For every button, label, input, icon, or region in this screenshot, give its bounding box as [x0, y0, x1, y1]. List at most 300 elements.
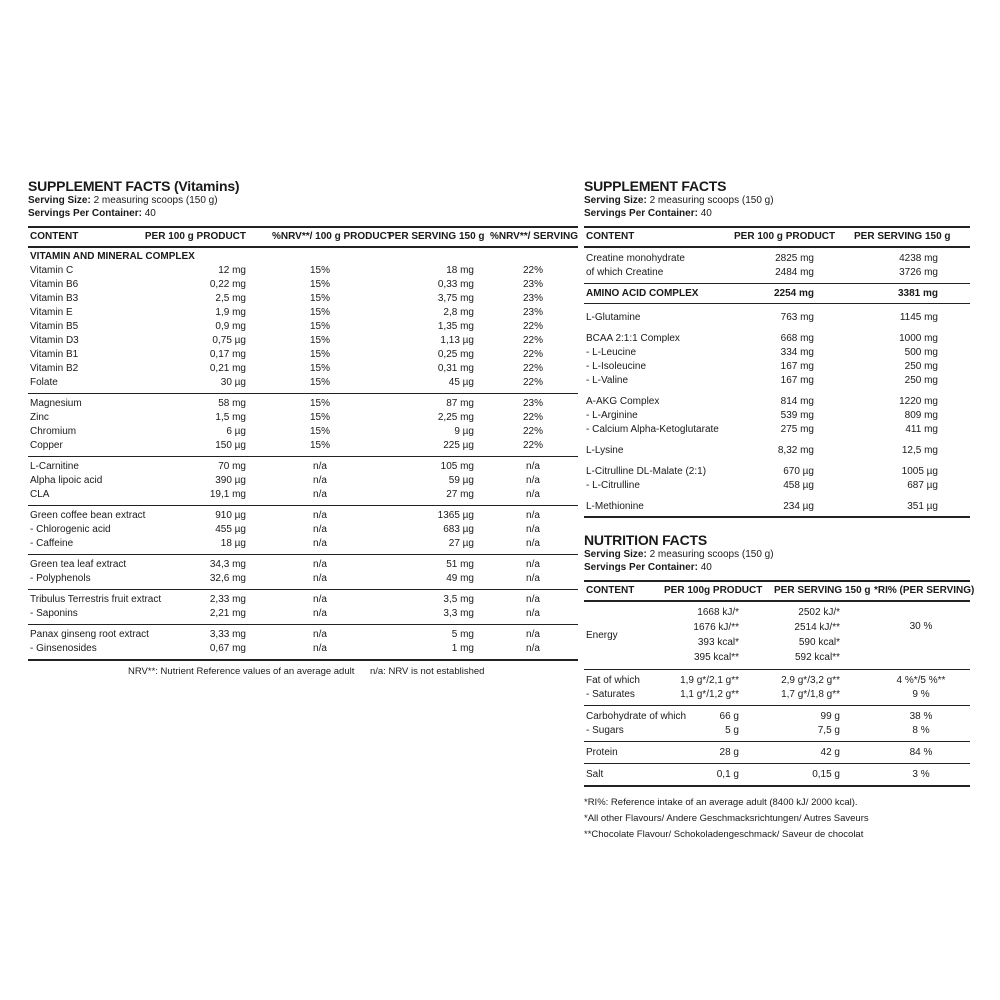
row-value: 2254 mg — [773, 288, 814, 299]
row-label: - Calcium Alpha-Ketoglutarate — [586, 424, 719, 435]
table-row — [584, 500, 970, 514]
row-value: 150 µg — [215, 440, 246, 451]
row-value: n/a — [313, 489, 327, 500]
energy-per-100g: 395 kcal** — [693, 652, 739, 663]
row-value: 3 % — [912, 769, 930, 780]
row-value: 8 % — [912, 725, 930, 736]
divider — [28, 554, 578, 555]
vitamins-footnotes — [28, 665, 578, 679]
table-row — [584, 465, 970, 479]
col-content: CONTENT — [586, 231, 635, 242]
row-value: 51 mg — [446, 559, 474, 570]
row-label: Green tea leaf extract — [30, 559, 127, 570]
table-row — [584, 346, 970, 360]
table-row — [28, 460, 578, 474]
divider — [584, 785, 970, 787]
row-value: 0,33 mg — [437, 279, 474, 290]
row-value: 2,33 mg — [209, 594, 246, 605]
servings-per-container: Servings Per Container: 40 — [584, 208, 712, 219]
row-label: - Ginsenosides — [30, 643, 97, 654]
table-row — [584, 768, 970, 782]
row-value: 809 mg — [904, 410, 938, 421]
row-value: 3726 mg — [899, 267, 938, 278]
row-value: 687 µg — [907, 480, 938, 491]
col-content: CONTENT — [30, 231, 79, 242]
row-value: 15% — [309, 279, 330, 290]
row-label: L-Glutamine — [586, 312, 641, 323]
row-value: 15% — [309, 293, 330, 304]
nutrition-note: *All other Flavours/ Andere Geschmacksrichtungen/ Autres Saveurs — [584, 813, 869, 824]
row-value: 455 µg — [215, 524, 246, 535]
divider — [28, 624, 578, 625]
row-value: 0,9 mg — [215, 321, 246, 332]
row-label: - Chlorogenic acid — [30, 524, 111, 535]
row-value: 683 µg — [443, 524, 474, 535]
divider — [584, 763, 970, 764]
table-row — [584, 674, 970, 688]
row-value: 1,35 mg — [437, 321, 474, 332]
row-value: 30 µg — [220, 377, 246, 388]
row-label: Zinc — [30, 412, 49, 423]
divider — [584, 705, 970, 706]
row-value: 8,32 mg — [777, 445, 814, 456]
row-value: n/a — [526, 489, 540, 500]
row-value: 225 µg — [443, 440, 474, 451]
row-value: n/a — [313, 538, 327, 549]
row-value: n/a — [526, 573, 540, 584]
row-value: 0,17 mg — [209, 349, 246, 360]
table-row — [28, 607, 578, 621]
row-value: 1 mg — [451, 643, 474, 654]
row-value: 5 mg — [451, 629, 474, 640]
table-row — [28, 320, 578, 334]
row-value: 22% — [522, 377, 543, 388]
row-value: 1,5 mg — [215, 412, 246, 423]
col-per-100g: PER 100 g PRODUCT — [144, 231, 246, 242]
row-value: 15% — [309, 426, 330, 437]
nutrition-note: **Chocolate Flavour/ Schokoladengeschmack/ Saveur de chocolat — [584, 829, 864, 840]
row-value: 84 % — [909, 747, 933, 758]
row-value: n/a — [526, 538, 540, 549]
row-label: - Sugars — [586, 725, 624, 736]
row-value: n/a — [313, 510, 327, 521]
row-value: 411 mg — [905, 424, 938, 435]
row-value: 32,6 mg — [209, 573, 246, 584]
row-value: 539 mg — [780, 410, 814, 421]
row-value: 1,1 g*/1,2 g** — [680, 689, 739, 700]
row-label: A-AKG Complex — [586, 396, 660, 407]
table-row — [28, 572, 578, 586]
row-value: 390 µg — [215, 475, 246, 486]
table-row — [28, 439, 578, 453]
divider — [584, 669, 970, 670]
row-value: 15% — [309, 363, 330, 374]
table-row — [584, 360, 970, 374]
energy-ri: 30 % — [909, 621, 933, 632]
row-value: 9 µg — [454, 426, 474, 437]
table-row — [28, 306, 578, 320]
divider — [584, 283, 970, 284]
row-label: - L-Valine — [586, 375, 629, 386]
row-value: 87 mg — [446, 398, 474, 409]
table-row — [584, 444, 970, 458]
row-value: 15% — [309, 307, 330, 318]
row-value: 1220 mg — [899, 396, 938, 407]
row-value: n/a — [313, 643, 327, 654]
row-value: 66 g — [719, 711, 739, 722]
table-row — [28, 509, 578, 523]
row-label: Magnesium — [30, 398, 82, 409]
row-value: 1000 mg — [899, 333, 938, 344]
row-label: CLA — [30, 489, 50, 500]
vitamins-title: SUPPLEMENT FACTS (Vitamins) — [28, 178, 240, 194]
row-value: 15% — [309, 377, 330, 388]
row-value: 23% — [522, 293, 543, 304]
table-row — [584, 252, 970, 266]
row-value: 0,67 mg — [209, 643, 246, 654]
col-per-serving: PER SERVING 150 g — [854, 231, 951, 242]
na-footnote: n/a: NRV is not established — [370, 666, 485, 677]
row-value: 2,21 mg — [209, 608, 246, 619]
row-label: - Saponins — [30, 608, 78, 619]
divider — [28, 246, 578, 248]
row-value: 99 g — [820, 711, 840, 722]
row-value: 1,9 g*/2,1 g** — [680, 675, 739, 686]
col-nrv-100g: %NRV**/ 100 g PRODUCT — [272, 231, 393, 242]
row-label: Protein — [586, 747, 618, 758]
nrv-footnote: NRV**: Nutrient Reference values of an average adult — [128, 666, 355, 677]
row-value: 15% — [309, 321, 330, 332]
row-value: 458 µg — [783, 480, 814, 491]
row-value: 23% — [522, 279, 543, 290]
row-label: - Polyphenols — [30, 573, 91, 584]
row-value: 3,75 mg — [437, 293, 474, 304]
row-label: of which Creatine — [586, 267, 664, 278]
row-label: AMINO ACID COMPLEX — [586, 288, 699, 299]
row-value: 7,5 g — [817, 725, 840, 736]
table-row — [28, 278, 578, 292]
row-label: Green coffee bean extract — [30, 510, 146, 521]
table-row — [28, 292, 578, 306]
divider — [28, 505, 578, 506]
row-value: 0,1 g — [716, 769, 739, 780]
col-per-100g: PER 100g PRODUCT — [664, 585, 763, 596]
row-value: 15% — [309, 398, 330, 409]
row-value: n/a — [313, 608, 327, 619]
table-header — [584, 230, 970, 244]
energy-per-100g: 1676 kJ/** — [693, 622, 739, 633]
row-value: 351 µg — [907, 501, 938, 512]
row-label: Carbohydrate of which — [586, 711, 687, 722]
table-row — [584, 332, 970, 346]
table-row — [584, 409, 970, 423]
row-value: 3,3 mg — [443, 608, 474, 619]
row-value: 12,5 mg — [901, 445, 938, 456]
row-label: Vitamin D3 — [30, 335, 79, 346]
divider — [584, 580, 970, 582]
row-value: 0,31 mg — [437, 363, 474, 374]
energy-per-100g: 393 kcal* — [697, 637, 739, 648]
table-row — [584, 423, 970, 437]
row-value: 22% — [522, 426, 543, 437]
servings-per-container: Servings Per Container: 40 — [584, 562, 712, 573]
divider — [584, 600, 970, 602]
row-label: L-Citrulline DL-Malate (2:1) — [586, 466, 707, 477]
energy-per-serving: 592 kcal** — [794, 652, 840, 663]
row-label: Vitamin C — [30, 265, 74, 276]
table-row — [584, 395, 970, 409]
serving-size: Serving Size: 2 measuring scoops (150 g) — [584, 549, 774, 560]
table-row — [584, 479, 970, 493]
row-value: 22% — [522, 412, 543, 423]
supplement-table — [584, 226, 970, 518]
row-value: n/a — [313, 629, 327, 640]
row-value: 668 mg — [780, 333, 814, 344]
row-value: 23% — [522, 307, 543, 318]
row-value: 2825 mg — [775, 253, 814, 264]
row-value: 500 mg — [904, 347, 938, 358]
row-label: L-Carnitine — [30, 461, 79, 472]
table-row — [28, 628, 578, 642]
table-row — [28, 334, 578, 348]
row-value: 22% — [522, 335, 543, 346]
row-value: n/a — [526, 629, 540, 640]
servings-per-container: Servings Per Container: 40 — [28, 208, 156, 219]
row-value: 34,3 mg — [209, 559, 246, 570]
row-label: - Saturates — [586, 689, 635, 700]
col-per-serving: PER SERVING 150 g — [774, 585, 871, 596]
table-row — [584, 311, 970, 325]
row-value: 12 mg — [218, 265, 246, 276]
row-value: n/a — [526, 594, 540, 605]
table-header — [584, 584, 975, 598]
row-value: 167 mg — [780, 361, 814, 372]
row-value: 15% — [309, 335, 330, 346]
vitamins-table — [28, 226, 578, 661]
row-label: - L-Citrulline — [586, 480, 640, 491]
row-label: - Caffeine — [30, 538, 74, 549]
row-value: 4 %*/5 %** — [896, 675, 946, 686]
table-row — [28, 348, 578, 362]
row-value: n/a — [526, 643, 540, 654]
row-label: - L-Isoleucine — [586, 361, 647, 372]
table-row — [584, 710, 970, 724]
divider — [28, 589, 578, 590]
table-row — [28, 488, 578, 502]
row-value: 15% — [309, 412, 330, 423]
row-value: 28 g — [719, 747, 739, 758]
row-value: 0,22 mg — [209, 279, 246, 290]
row-label: Vitamin E — [30, 307, 73, 318]
row-value: 6 µg — [226, 426, 246, 437]
divider — [28, 659, 578, 661]
row-label: Vitamin B5 — [30, 321, 79, 332]
table-row — [28, 397, 578, 411]
divider — [584, 246, 970, 248]
row-value: 167 mg — [780, 375, 814, 386]
table-row — [584, 374, 970, 388]
row-label: L-Lysine — [586, 445, 624, 456]
divider — [28, 226, 578, 228]
row-value: 49 mg — [446, 573, 474, 584]
row-value: n/a — [526, 608, 540, 619]
row-label: - L-Arginine — [586, 410, 638, 421]
row-label: - L-Leucine — [586, 347, 637, 358]
nutrition-notes — [584, 795, 970, 843]
energy-label: Energy — [586, 630, 618, 641]
row-label: Folate — [30, 377, 58, 388]
row-value: 814 mg — [780, 396, 814, 407]
nutrition-title: NUTRITION FACTS — [584, 532, 707, 548]
row-value: 275 mg — [780, 424, 814, 435]
row-value: 45 µg — [448, 377, 474, 388]
row-label: Fat of which — [586, 675, 640, 686]
col-per-serving: PER SERVING 150 g — [388, 231, 485, 242]
row-value: n/a — [313, 524, 327, 535]
row-value: 0,15 g — [812, 769, 840, 780]
row-label: Salt — [586, 769, 604, 780]
table-row — [28, 425, 578, 439]
supplement-title: SUPPLEMENT FACTS — [584, 178, 727, 194]
energy-per-100g: 1668 kJ/* — [697, 607, 739, 618]
energy-per-serving: 590 kcal* — [798, 637, 840, 648]
energy-block — [584, 606, 970, 666]
row-value: 2,25 mg — [437, 412, 474, 423]
table-row — [28, 593, 578, 607]
divider — [584, 303, 970, 304]
row-value: 15% — [309, 440, 330, 451]
row-value: 910 µg — [215, 510, 246, 521]
table-header — [28, 230, 578, 244]
row-label: Panax ginseng root extract — [30, 629, 149, 640]
row-label: BCAA 2:1:1 Complex — [586, 333, 680, 344]
row-value: 22% — [522, 440, 543, 451]
divider — [584, 226, 970, 228]
table-row — [28, 642, 578, 656]
row-value: 250 mg — [904, 361, 938, 372]
divider — [584, 516, 970, 518]
row-value: 42 g — [820, 747, 840, 758]
table-row — [28, 474, 578, 488]
table-row — [28, 362, 578, 376]
row-value: 0,75 µg — [212, 335, 246, 346]
row-label: Tribulus Terrestris fruit extract — [30, 594, 162, 605]
row-value: 19,1 mg — [209, 489, 246, 500]
supplement-facts-panel — [584, 178, 970, 518]
row-label: Chromium — [30, 426, 77, 437]
row-value: 2,5 mg — [215, 293, 246, 304]
row-value: 22% — [522, 265, 543, 276]
row-value: 234 µg — [783, 501, 814, 512]
row-value: 5 g — [725, 725, 739, 736]
serving-size: Serving Size: 2 measuring scoops (150 g) — [28, 195, 218, 206]
row-value: 0,21 mg — [209, 363, 246, 374]
row-value: 27 µg — [448, 538, 474, 549]
row-value: 2,9 g*/3,2 g** — [781, 675, 840, 686]
row-value: 22% — [522, 321, 543, 332]
table-row — [584, 287, 970, 301]
row-value: 15% — [309, 349, 330, 360]
row-value: 2,8 mg — [443, 307, 474, 318]
row-label: Creatine monohydrate — [586, 253, 685, 264]
col-per-100g: PER 100 g PRODUCT — [734, 231, 836, 242]
table-row — [28, 376, 578, 390]
section-title: VITAMIN AND MINERAL COMPLEX — [30, 251, 195, 262]
col-content: CONTENT — [586, 585, 635, 596]
row-label: L-Methionine — [586, 501, 644, 512]
row-value: 1,7 g*/1,8 g** — [781, 689, 840, 700]
row-value: 1,9 mg — [215, 307, 246, 318]
row-value: 15% — [309, 265, 330, 276]
table-row — [28, 523, 578, 537]
row-value: 59 µg — [448, 475, 474, 486]
row-label: Vitamin B1 — [30, 349, 79, 360]
row-value: 670 µg — [783, 466, 814, 477]
row-value: n/a — [313, 559, 327, 570]
row-value: 763 mg — [780, 312, 814, 323]
nutrition-facts-panel — [584, 532, 975, 843]
row-value: n/a — [526, 475, 540, 486]
row-value: 22% — [522, 363, 543, 374]
row-value: n/a — [313, 573, 327, 584]
table-row — [584, 724, 970, 738]
table-row — [584, 266, 970, 280]
energy-per-serving: 2514 kJ/** — [794, 622, 840, 633]
row-value: 3381 mg — [897, 288, 938, 299]
divider — [28, 393, 578, 394]
row-value: 250 mg — [904, 375, 938, 386]
row-label: Alpha lipoic acid — [30, 475, 103, 486]
row-value: 3,5 mg — [443, 594, 474, 605]
nutrition-table — [584, 580, 975, 787]
row-value: 334 mg — [780, 347, 814, 358]
row-value: n/a — [313, 461, 327, 472]
row-value: 18 mg — [446, 265, 474, 276]
row-value: 9 % — [912, 689, 930, 700]
row-value: 22% — [522, 349, 543, 360]
col-nrv-serving: %NRV**/ SERVING — [490, 231, 578, 242]
row-label: Vitamin B3 — [30, 293, 79, 304]
table-row — [28, 264, 578, 278]
row-label: Vitamin B2 — [30, 363, 79, 374]
row-value: 58 mg — [218, 398, 246, 409]
table-row — [28, 411, 578, 425]
row-value: 1,13 µg — [440, 335, 474, 346]
row-value: 1005 µg — [901, 466, 938, 477]
table-row — [584, 746, 970, 760]
table-row — [28, 558, 578, 572]
nutrition-note: *RI%: Reference intake of an average adult (8400 kJ/ 2000 kcal). — [584, 797, 858, 808]
row-value: 0,25 mg — [437, 349, 474, 360]
row-value: 2484 mg — [775, 267, 814, 278]
row-value: n/a — [526, 461, 540, 472]
row-value: n/a — [313, 475, 327, 486]
row-label: Copper — [30, 440, 63, 451]
row-value: 1365 µg — [437, 510, 474, 521]
col-ri: *RI% (PER SERVING) — [874, 585, 975, 596]
row-value: 18 µg — [220, 538, 246, 549]
row-value: 1145 mg — [899, 312, 938, 323]
row-value: 4238 mg — [899, 253, 938, 264]
row-value: 23% — [522, 398, 543, 409]
row-value: 3,33 mg — [209, 629, 246, 640]
energy-per-serving: 2502 kJ/* — [798, 607, 840, 618]
row-label: Vitamin B6 — [30, 279, 79, 290]
row-value: 27 mg — [446, 489, 474, 500]
row-value: 38 % — [909, 711, 933, 722]
row-value: n/a — [526, 510, 540, 521]
divider — [584, 741, 970, 742]
